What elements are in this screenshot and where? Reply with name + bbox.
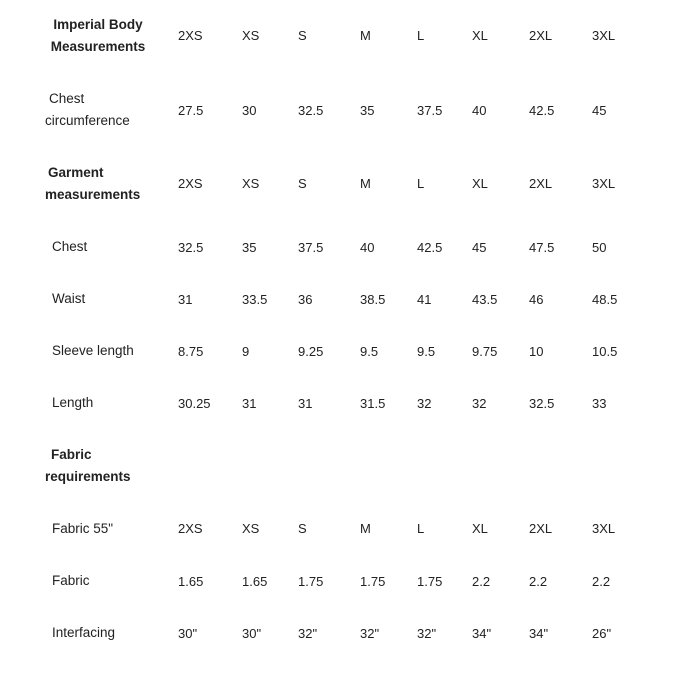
garment-title-line1: Garment [48,165,104,180]
table-cell: 32" [417,626,437,641]
size-header: 2XL [529,28,553,43]
table-cell: 1.75 [360,574,386,589]
size-header: 2XL [529,176,553,191]
table-cell: 10.5 [592,344,618,359]
size-header: S [298,521,307,536]
size-header: XS [242,176,260,191]
table-cell: 2.2 [592,574,611,589]
garment-title [45,162,165,206]
table-cell: 9.75 [472,344,498,359]
table-cell: 26" [592,626,612,641]
table-cell: 38.5 [360,292,386,307]
row-label: Fabric 55" [52,521,114,536]
fabric-title-line2: requirements [45,469,131,484]
table-cell: 1.65 [178,574,204,589]
size-header: 2XS [178,28,203,43]
size-header: L [417,176,425,191]
size-header: XL [472,28,488,43]
size-header: XS [242,28,260,43]
table-cell: 32" [360,626,380,641]
table-cell: 41 [417,292,432,307]
row-label: Fabric [52,573,90,588]
table-cell: 1.75 [298,574,324,589]
table-cell: 30" [178,626,198,641]
fabric-title-line1: Fabric [51,447,92,462]
table-cell: 32.5 [529,396,555,411]
table-cell: 10 [529,344,544,359]
table-cell: 50 [592,240,607,255]
size-header: S [298,176,307,191]
table-cell: 37.5 [298,240,324,255]
size-header: L [417,521,425,536]
table-cell: 9.5 [417,344,436,359]
table-cell: 40 [472,103,487,118]
table-cell: 45 [592,103,607,118]
imperial-body-title-line2: Measurements [50,39,146,54]
table-cell: 31.5 [360,396,386,411]
table-cell: 48.5 [592,292,618,307]
size-header: S [298,28,307,43]
table-cell: 35 [360,103,375,118]
size-header: 2XS [178,521,203,536]
table-cell: 30" [242,626,262,641]
fabric-title [45,444,165,488]
size-header: 3XL [592,28,616,43]
table-cell: 32.5 [178,240,204,255]
table-cell: 9.25 [298,344,324,359]
table-cell: 46 [529,292,544,307]
table-cell: 33.5 [242,292,268,307]
size-header: 3XL [592,176,616,191]
table-cell: 40 [360,240,375,255]
table-cell: 2.2 [529,574,548,589]
table-cell: 8.75 [178,344,204,359]
size-header: XL [472,176,488,191]
row-label: Interfacing [52,625,116,640]
table-cell: 31 [298,396,313,411]
size-header: XS [242,521,260,536]
size-header: 3XL [592,521,616,536]
size-header: XL [472,521,488,536]
table-cell: 34" [529,626,549,641]
row-label: Waist [52,291,86,306]
table-cell: 37.5 [417,103,443,118]
table-cell: 9.5 [360,344,379,359]
table-cell: 27.5 [178,103,204,118]
table-cell: 47.5 [529,240,555,255]
size-header: M [360,176,371,191]
size-header: 2XS [178,176,203,191]
table-cell: 31 [178,292,193,307]
row-label: Chest [52,239,88,254]
row-label: Sleeve length [52,343,134,358]
imperial-body-title-line1: Imperial Body [53,17,143,32]
row-label [45,88,165,132]
row-label-line1: Chest [49,91,85,106]
table-cell: 36 [298,292,313,307]
row-label: Length [52,395,94,410]
garment-title-line2: measurements [45,187,141,202]
table-cell: 35 [242,240,257,255]
table-cell: 1.75 [417,574,443,589]
table-cell: 32 [417,396,432,411]
table-cell: 2.2 [472,574,491,589]
table-cell: 32 [472,396,487,411]
table-cell: 32" [298,626,318,641]
size-header: M [360,28,371,43]
table-cell: 42.5 [529,103,555,118]
table-cell: 43.5 [472,292,498,307]
table-cell: 30.25 [178,396,211,411]
table-cell: 32.5 [298,103,324,118]
table-cell: 34" [472,626,492,641]
table-cell: 33 [592,396,607,411]
table-cell: 9 [242,344,250,359]
table-cell: 42.5 [417,240,443,255]
size-header: L [417,28,425,43]
size-header: 2XL [529,521,553,536]
size-header: M [360,521,371,536]
imperial-body-title [45,14,151,58]
table-cell: 45 [472,240,487,255]
table-cell: 30 [242,103,257,118]
row-label-line2: circumference [45,113,130,128]
table-cell: 31 [242,396,257,411]
table-cell: 1.65 [242,574,268,589]
